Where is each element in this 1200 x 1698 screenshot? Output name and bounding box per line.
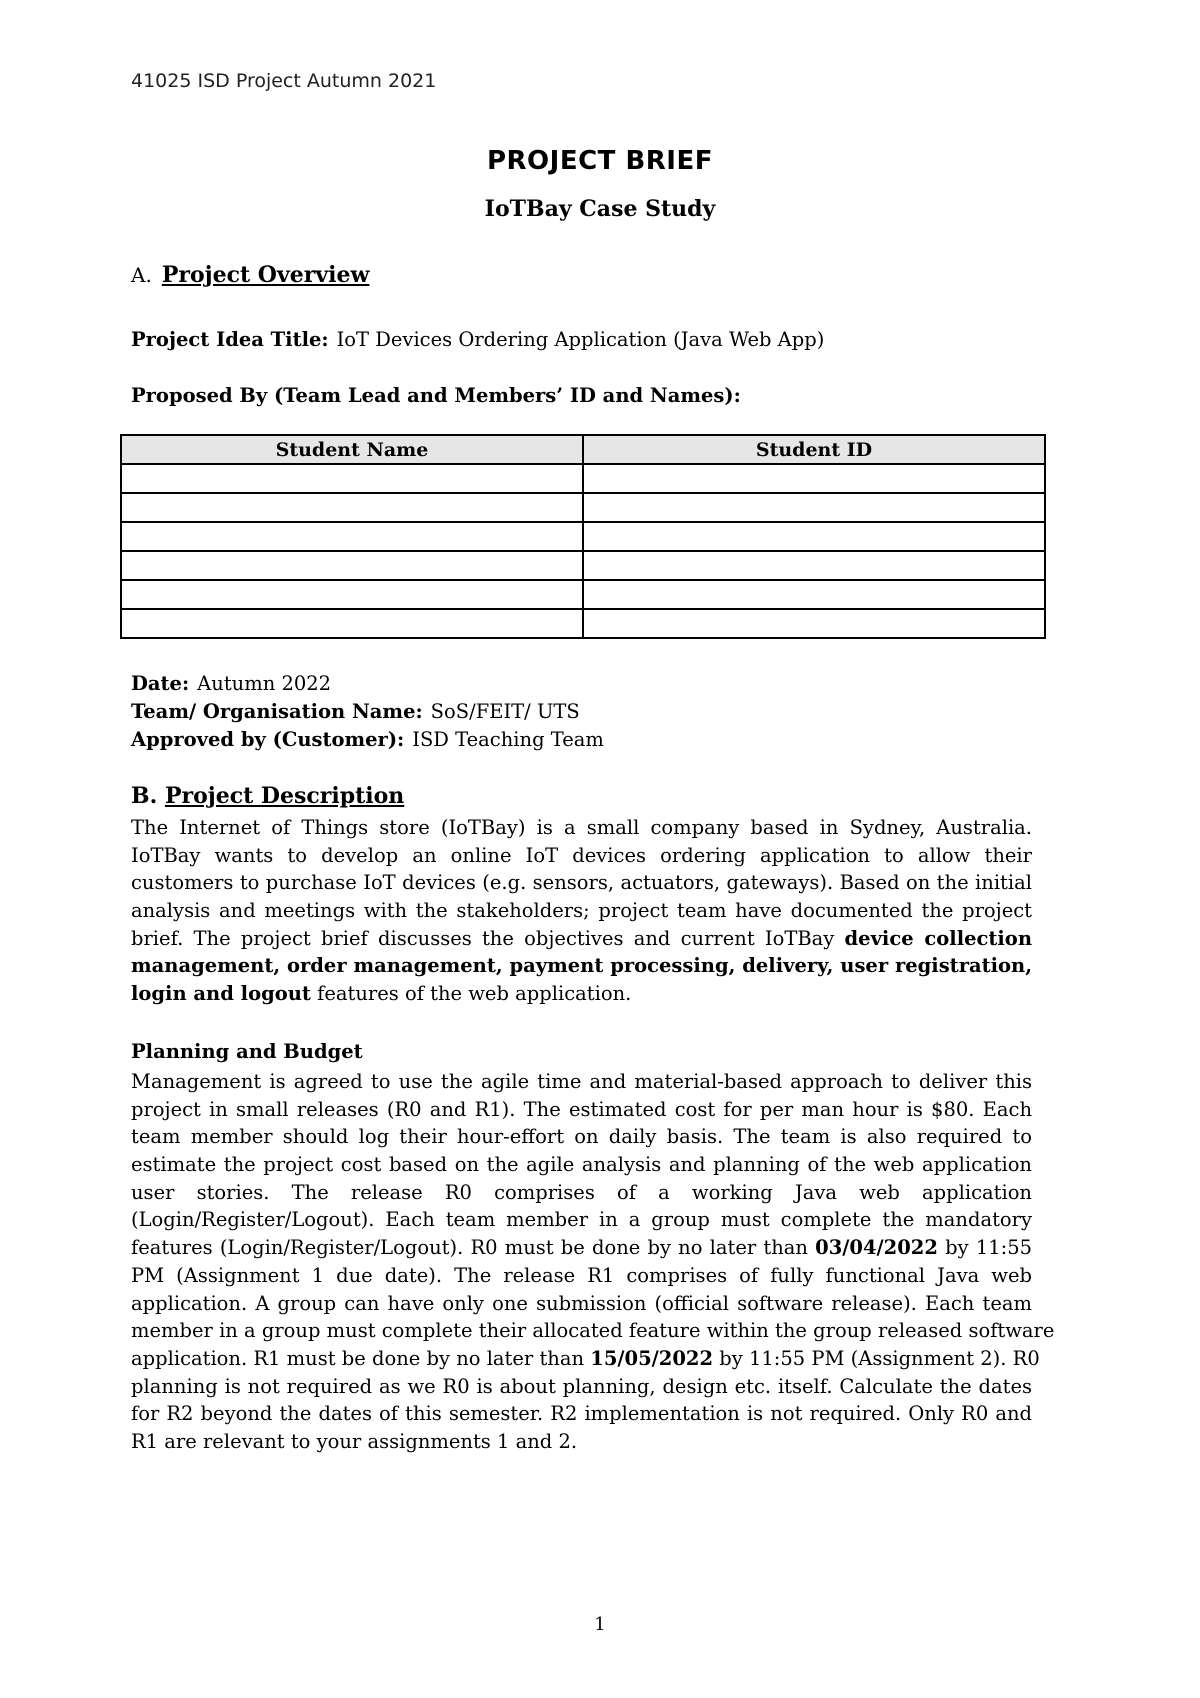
r0-due-date: 03/04/2022 xyxy=(815,1236,938,1260)
table-row xyxy=(121,551,1045,580)
project-idea-title-value: IoT Devices Ordering Application (Java Web App) xyxy=(336,328,825,351)
student-name-header: Student Name xyxy=(121,435,583,464)
paragraph-line: for R2 beyond the dates of this semester. R2 implementation is not required. Only R0 and xyxy=(131,1402,1032,1426)
paragraph-line: customers to purchase IoT devices (e.g. sensors, actuators, gateways). Based on the initial xyxy=(131,871,1032,895)
paragraph-line: analysis and meetings with the stakeholders; project team have documented the project xyxy=(131,899,1032,923)
student-name-cell xyxy=(121,464,583,493)
section-b-title: Project Description xyxy=(164,783,405,809)
student-table-header-row xyxy=(121,435,1045,464)
date-line xyxy=(131,672,331,695)
paragraph-line: member in a group must complete their allocated feature within the group released software xyxy=(131,1319,1055,1343)
student-id-cell xyxy=(583,493,1045,522)
table-row xyxy=(121,522,1045,551)
student-name-cell xyxy=(121,609,583,638)
planning-budget-paragraph xyxy=(131,1068,1055,1456)
student-name-cell xyxy=(121,522,583,551)
line-text: features (Login/Register/Logout). R0 must be done by no later than xyxy=(131,1236,808,1260)
paragraph-line: Management is agreed to use the agile time and material-based approach to deliver this xyxy=(131,1070,1032,1093)
approved-by-label: Approved by (Customer): xyxy=(131,728,405,751)
line-text: application. R1 must be done by no later than xyxy=(131,1346,585,1370)
student-name-cell xyxy=(121,580,583,609)
proposed-by-line xyxy=(131,384,741,407)
student-id-cell xyxy=(583,522,1045,551)
line-text: by 11:55 xyxy=(945,1236,1033,1260)
paragraph-line xyxy=(131,925,1032,953)
project-description-paragraph xyxy=(131,814,1032,1008)
student-id-cell xyxy=(583,580,1045,609)
organisation-label: Team/ Organisation Name: xyxy=(131,700,423,723)
document-title: PROJECT BRIEF xyxy=(486,146,713,176)
document-subtitle: IoTBay Case Study xyxy=(484,196,716,222)
date-label: Date: xyxy=(131,672,190,695)
paragraph-line: IoTBay wants to develop an online IoT devices ordering application to allow their xyxy=(131,843,1032,867)
paragraph-line xyxy=(131,1234,1032,1262)
section-b-heading xyxy=(131,783,404,809)
bold-phrase: login and logout xyxy=(131,982,311,1006)
table-row xyxy=(121,580,1045,609)
approved-by-value: ISD Teaching Team xyxy=(412,728,604,751)
page-number: 1 xyxy=(594,1614,606,1635)
paragraph-line: estimate the project cost based on the agile analysis and planning of the web application xyxy=(131,1153,1032,1177)
paragraph-line: (Login/Register/Logout). Each team member in a group must complete the mandatory xyxy=(131,1208,1032,1232)
student-id-cell xyxy=(583,464,1045,493)
section-a-title: Project Overview xyxy=(161,262,370,288)
student-table xyxy=(120,434,1046,639)
organisation-value: SoS/FEIT/ UTS xyxy=(430,700,580,723)
r1-due-date: 15/05/2022 xyxy=(590,1346,714,1370)
line-text: by 11:55 PM (Assignment 2). R0 xyxy=(719,1346,1040,1370)
paragraph-line: The Internet of Things store (IoTBay) is a small company based in Sydney, Australia. xyxy=(131,816,1032,839)
paragraph-line: R1 are relevant to your assignments 1 and 2. xyxy=(131,1429,578,1453)
student-id-cell xyxy=(583,609,1045,638)
date-value: Autumn 2022 xyxy=(197,672,332,695)
student-id-cell xyxy=(583,551,1045,580)
approved-by-line xyxy=(131,728,604,751)
section-a-heading xyxy=(131,262,369,288)
paragraph-line: planning is not required as we R0 is about planning, design etc. itself. Calculate the dates xyxy=(131,1374,1032,1398)
paragraph-line xyxy=(131,1345,1040,1373)
organisation-line xyxy=(131,700,580,723)
student-id-header: Student ID xyxy=(583,435,1045,464)
table-row xyxy=(121,609,1045,638)
paragraph-line: team member should log their hour-effort on daily basis. The team is also required to xyxy=(131,1125,1032,1149)
project-idea-title-label: Project Idea Title: xyxy=(131,328,329,351)
paragraph-line xyxy=(131,980,1032,1008)
paragraph-line: project in small releases (R0 and R1). The estimated cost for per man hour is $80. Each xyxy=(131,1097,1032,1121)
proposed-by-label: Proposed By (Team Lead and Members’ ID and Names): xyxy=(131,384,741,407)
student-name-cell xyxy=(121,493,583,522)
paragraph-line: PM (Assignment 1 due date). The release R1 comprises of fully functional Java web xyxy=(131,1263,1032,1287)
bold-phrase: management, order management, payment processing, delivery, user registration, xyxy=(131,954,1032,978)
table-row xyxy=(121,464,1045,493)
page-header: 41025 ISD Project Autumn 2021 xyxy=(131,70,437,92)
section-a-letter: A. xyxy=(131,263,152,287)
bold-phrase: device collection xyxy=(844,926,1032,950)
paragraph-line: user stories. The release R0 comprises of a working Java web application xyxy=(131,1180,1032,1204)
table-row xyxy=(121,493,1045,522)
paragraph-line xyxy=(131,952,1032,980)
paragraph-line: application. A group can have only one submission (official software release). Each team xyxy=(131,1291,1032,1315)
planning-budget-heading: Planning and Budget xyxy=(131,1040,363,1063)
line-text: features of the web application. xyxy=(317,982,632,1006)
project-idea-title-line xyxy=(131,328,824,351)
student-name-cell xyxy=(121,551,583,580)
line-text: brief. The project brief discusses the objectives and current IoTBay xyxy=(131,926,835,950)
section-b-letter: B. xyxy=(131,783,158,809)
